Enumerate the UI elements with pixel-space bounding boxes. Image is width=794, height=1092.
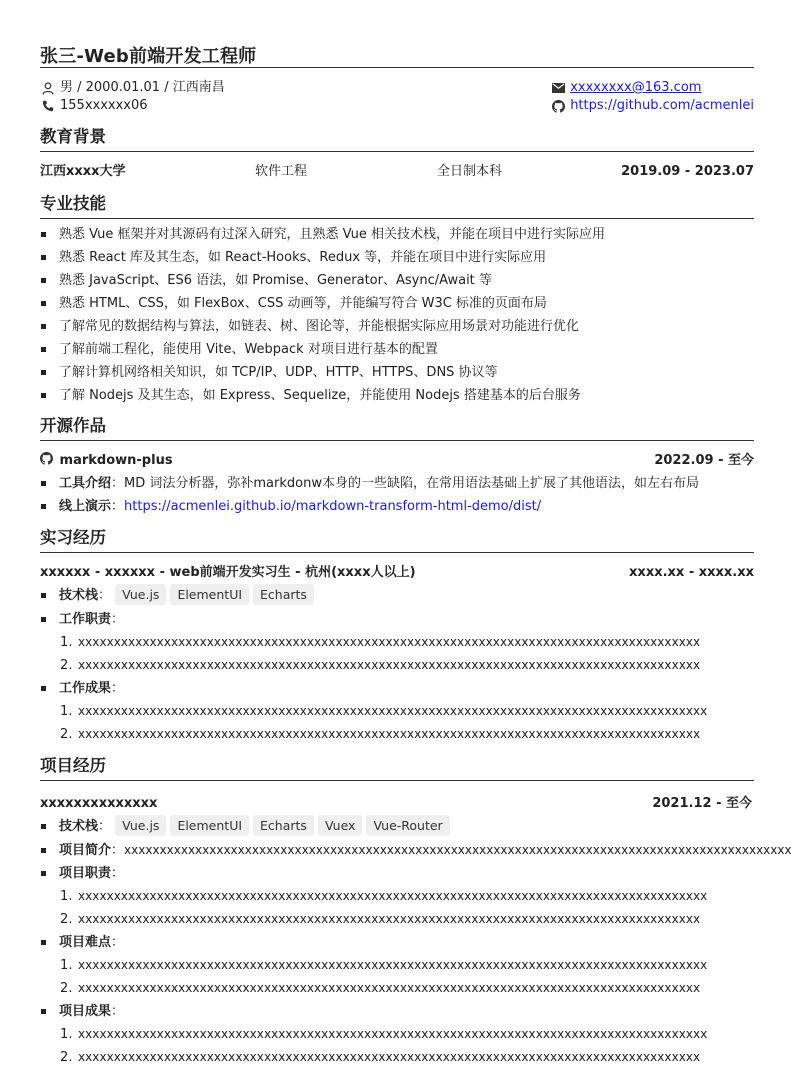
github-link[interactable]: https://github.com/acmenlei <box>570 98 754 113</box>
school-name: 江西xxxx大学 <box>40 164 126 179</box>
education-period: 2019.09 - 2023.07 <box>621 164 754 179</box>
section-divider <box>40 780 754 781</box>
opensource-heading: 开源作品 <box>40 416 106 435</box>
list-item: 2. xxxxxxxxxxxxxxxxxxxxxxxxxxxxxxxxxxxxxxxxxxxxxxxxxxxxxxxxxxxxxxxxxxxxxxxxxxxxxxxxxxxxxxx <box>60 658 701 673</box>
project-duty-label: 项目职责 <box>59 866 112 881</box>
list-item: 熟悉 Vue 框架并对其源码有过深入研究，且熟悉 Vue 相关技术栈，并能在项目中进行实际应用 <box>40 223 754 246</box>
skills-heading: 专业技能 <box>40 194 106 213</box>
list-item: 了解 Nodejs 及其生态，如 Express、Sequelize，并能使用 Nodejs 搭建基本的后台服务 <box>40 384 754 407</box>
list-item: 1. xxxxxxxxxxxxxxxxxxxxxxxxxxxxxxxxxxxxxxxxxxxxxxxxxxxxxxxxxxxxxxxxxxxxxxxxxxxxxxxxxxxxxxxx <box>60 958 708 973</box>
project-difficulty-head <box>40 931 754 954</box>
project-name: markdown-plus <box>59 453 173 468</box>
project-duty-list <box>40 885 754 931</box>
project-details <box>40 815 792 885</box>
list-item: 线上演示：https://acmenlei.github.io/markdown-transform-html-demo/dist/ <box>40 495 754 518</box>
skills-list <box>40 223 754 407</box>
list-item: 工作成果： <box>40 677 754 700</box>
email-link[interactable]: xxxxxxxx@163.com <box>570 80 702 95</box>
project-heading: 项目经历 <box>40 756 106 775</box>
list-item: 熟悉 React 库及其生态，如 React-Hooks、Redux 等，并能在项目中进行实际应用 <box>40 246 754 269</box>
list-item: 熟悉 JavaScript、ES6 语法，如 Promise、Generator、Async/Await 等 <box>40 269 754 292</box>
section-divider <box>40 218 754 219</box>
list-item: 2. xxxxxxxxxxxxxxxxxxxxxxxxxxxxxxxxxxxxxxxxxxxxxxxxxxxxxxxxxxxxxxxxxxxxxxxxxxxxxxxxxxxxxxx <box>60 981 701 996</box>
result-list <box>40 700 754 746</box>
github-icon <box>40 451 55 473</box>
list-item: 熟悉 HTML、CSS，如 FlexBox、CSS 动画等，并能编写符合 W3C 标准的页面布局 <box>40 292 754 315</box>
list-item: 2. xxxxxxxxxxxxxxxxxxxxxxxxxxxxxxxxxxxxxxxxxxxxxxxxxxxxxxxxxxxxxxxxxxxxxxxxxxxxxxxxxxxxxxx <box>60 727 701 742</box>
duty-list <box>40 631 754 677</box>
list-item: 技术栈： Vue.js ElementUI Echarts <box>40 584 754 608</box>
list-item: 1. xxxxxxxxxxxxxxxxxxxxxxxxxxxxxxxxxxxxxxxxxxxxxxxxxxxxxxxxxxxxxxxxxxxxxxxxxxxxxxxxxxxxxxxx <box>60 704 708 719</box>
github-row <box>550 97 754 115</box>
list-item: 项目难点： <box>40 931 754 954</box>
tech-tag: Vue.js <box>115 815 166 836</box>
list-item: 项目简介：xxxxxxxxxxxxxxxxxxxxxxxxxxxxxxxxxxxxxxxxxxxxxxxxxxxxxxxxxxxxxxxxxxxxxxxxxxxxxxxxxxxxxxxxxxxxxx <box>40 839 754 862</box>
intro-label: 工具介绍 <box>59 476 112 491</box>
opensource-header <box>40 450 754 472</box>
list-item: 技术栈： Vue.js ElementUI Echarts Vuex Vue-Router <box>40 815 754 839</box>
project-result-list <box>40 1023 754 1069</box>
internship-details <box>40 584 754 631</box>
project-header <box>40 793 754 815</box>
basic-info-text: 男 / 2000.01.01 / 江西南昌 <box>60 80 225 95</box>
internship-header <box>40 562 754 584</box>
education-heading: 教育背景 <box>40 127 106 146</box>
stack-label: 技术栈 <box>59 588 99 603</box>
opensource-period: 2022.09 - 至今 <box>654 453 754 468</box>
project-period: 2021.12 - 至今 <box>652 796 752 811</box>
intro-text: MD 词法分析器，弥补markdonw本身的一些缺陷，在常用语法基础上扩展了其他语法，如左右布局 <box>124 476 699 491</box>
internship-heading: 实习经历 <box>40 528 106 547</box>
internship-period: xxxx.xx - xxxx.xx <box>629 565 754 580</box>
internship-results-head <box>40 677 754 700</box>
education-section <box>40 125 754 152</box>
list-item: 了解常见的数据结构与算法，如链表、树、图论等，并能根据实际应用场景对功能进行优化 <box>40 315 754 338</box>
list-item: 1. xxxxxxxxxxxxxxxxxxxxxxxxxxxxxxxxxxxxxxxxxxxxxxxxxxxxxxxxxxxxxxxxxxxxxxxxxxxxxxxxxxxxxxx <box>60 635 701 650</box>
page-title: 张三-Web前端开发工程师 <box>40 46 257 67</box>
tech-tag: Echarts <box>253 815 314 836</box>
list-item: 1. xxxxxxxxxxxxxxxxxxxxxxxxxxxxxxxxxxxxxxxxxxxxxxxxxxxxxxxxxxxxxxxxxxxxxxxxxxxxxxxxxxxxxxxx <box>60 1027 708 1042</box>
demo-label: 线上演示 <box>59 499 112 514</box>
project-difficulty-list <box>40 954 754 1000</box>
project-title: xxxxxxxxxxxxxx <box>40 796 158 811</box>
user-icon <box>40 81 56 95</box>
list-item: 项目职责： <box>40 862 754 885</box>
project-difficulty-label: 项目难点 <box>59 935 112 950</box>
tech-tag: Echarts <box>253 584 314 605</box>
list-item: 了解前端工程化，能使用 Vite、Webpack 对项目进行基本的配置 <box>40 338 754 361</box>
project-result-label: 项目成果 <box>59 1004 112 1019</box>
tech-tag: Vuex <box>318 815 363 836</box>
duty-label: 工作职责 <box>59 612 112 627</box>
opensource-details <box>40 472 754 518</box>
phone-row <box>40 97 225 115</box>
internship-title: xxxxxx - xxxxxx - web前端开发实习生 - 杭州(xxxx人以上) <box>40 565 416 580</box>
contact-links <box>550 79 754 115</box>
major: 软件工程 <box>255 164 308 179</box>
section-divider <box>40 552 754 553</box>
section-divider <box>40 151 754 152</box>
project-intro-label: 项目简介 <box>59 843 112 858</box>
demo-link[interactable]: https://acmenlei.github.io/markdown-transform-html-demo/dist/ <box>124 499 542 514</box>
project-intro-text: xxxxxxxxxxxxxxxxxxxxxxxxxxxxxxxxxxxxxxxxxxxxxxxxxxxxxxxxxxxxxxxxxxxxxxxxxxxxxxxxxxxxxxxxxxxxxx <box>124 843 792 857</box>
list-item: 了解计算机网络相关知识，如 TCP/IP、UDP、HTTP、HTTPS、DNS 协议等 <box>40 361 754 384</box>
education-row <box>40 162 754 182</box>
list-item: 工作职责： <box>40 608 754 631</box>
tech-tag: Vue-Router <box>366 815 449 836</box>
email-row <box>550 79 754 97</box>
personal-info <box>40 79 225 115</box>
list-item: 2. xxxxxxxxxxxxxxxxxxxxxxxxxxxxxxxxxxxxxxxxxxxxxxxxxxxxxxxxxxxxxxxxxxxxxxxxxxxxxxxxxxxxxxx <box>60 1050 701 1065</box>
opensource-section <box>40 414 754 518</box>
github-icon <box>550 99 566 113</box>
result-label: 工作成果 <box>59 681 112 696</box>
title-divider <box>40 67 754 68</box>
tech-tag: ElementUI <box>170 584 249 605</box>
project-result-head <box>40 1000 754 1023</box>
tech-tag: Vue.js <box>115 584 166 605</box>
stack-label: 技术栈 <box>59 819 99 834</box>
internship-section <box>40 526 754 746</box>
list-item: 1. xxxxxxxxxxxxxxxxxxxxxxxxxxxxxxxxxxxxxxxxxxxxxxxxxxxxxxxxxxxxxxxxxxxxxxxxxxxxxxxxxxxxxxxx <box>60 889 708 904</box>
list-item: 2. xxxxxxxxxxxxxxxxxxxxxxxxxxxxxxxxxxxxxxxxxxxxxxxxxxxxxxxxxxxxxxxxxxxxxxxxxxxxxxxxxxxxxxx <box>60 912 701 927</box>
project-section <box>40 754 792 1069</box>
list-item: 工具介绍：MD 词法分析器，弥补markdonw本身的一些缺陷，在常用语法基础上扩展了其他语法，如左右布局 <box>40 472 754 495</box>
skills-section <box>40 192 754 407</box>
degree: 全日制本科 <box>437 164 503 179</box>
tech-tag: ElementUI <box>170 815 249 836</box>
phone-number: 155xxxxxx06 <box>60 98 148 113</box>
basic-info-row <box>40 79 225 97</box>
phone-icon <box>40 99 56 113</box>
mail-icon <box>550 81 566 95</box>
section-divider <box>40 440 754 441</box>
list-item: 项目成果： <box>40 1000 754 1023</box>
